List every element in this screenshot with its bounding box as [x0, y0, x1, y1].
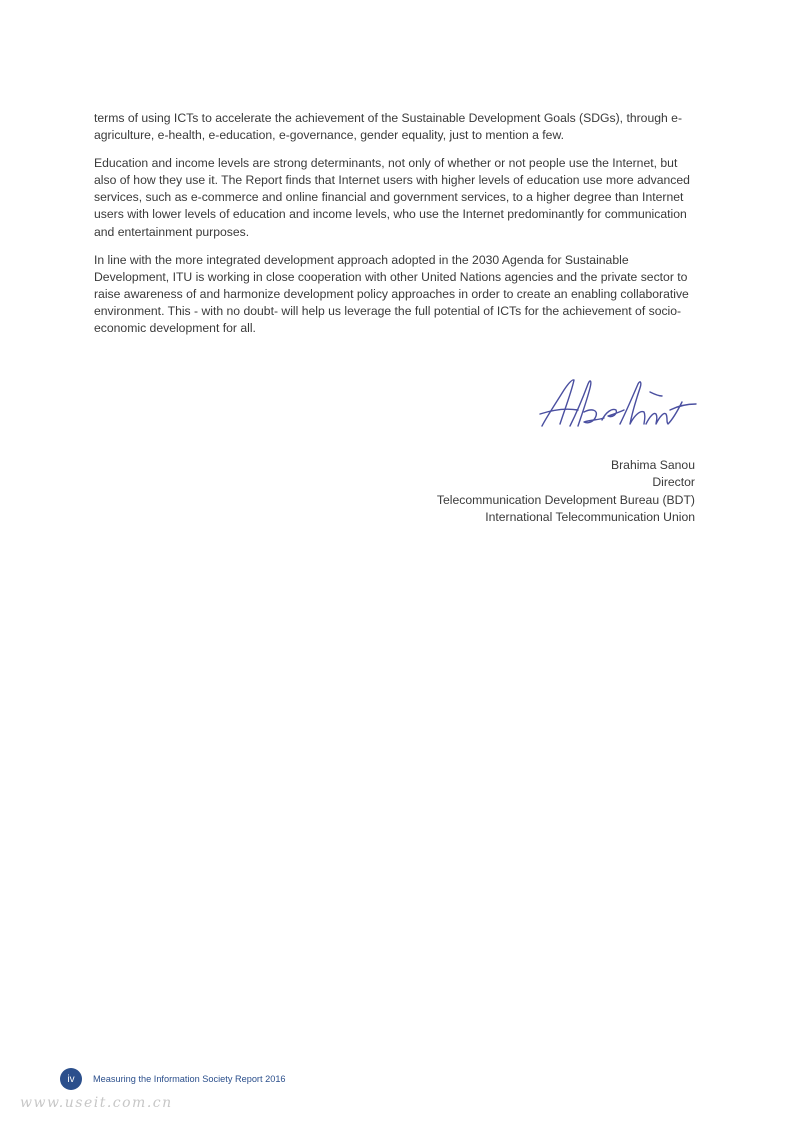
signature-block — [437, 457, 695, 526]
paragraph-1: terms of using ICTs to accelerate the achievement of the Sustainable Development Goals (SDGs), through e-agriculture, e-health, e-education, e-governance, gender equality, just to mention a few. — [94, 111, 682, 143]
signatory-name: Brahima Sanou — [610, 458, 695, 472]
watermark: www.useit.com.cn — [20, 1095, 173, 1111]
paragraph-3: In line with the more integrated development approach adopted in the 2030 Agenda for Sustainable Development, ITU is working in close cooperation with other United Nations agencies and the private sector to raise awareness of and harmonize development policy approaches in order to create an enabling collaborative environment. This - with no doubt- will help us leverage the full potential of ICTs for the achievement of socio-economic development for all. — [94, 252, 689, 336]
page-footer — [60, 1068, 286, 1090]
handwritten-signature — [532, 370, 702, 438]
body-text — [94, 110, 700, 348]
publication-title: Measuring the Information Society Report 2016 — [93, 1074, 286, 1084]
page-number-badge: iv — [60, 1068, 82, 1090]
paragraph-2: Education and income levels are strong determinants, not only of whether or not people use the Internet, but also of how they use it. The Report finds that Internet users with higher levels of education use more advanced services, such as e-commerce and online financial and government services, to a higher degree than Internet users with lower levels of education and income levels, who use the Internet predominantly for communication and entertainment purposes. — [94, 156, 690, 239]
signatory-bureau: Telecommunication Development Bureau (BDT) — [436, 492, 695, 507]
signatory-title: Director — [652, 475, 695, 490]
signatory-organization: International Telecommunication Union — [485, 509, 695, 524]
